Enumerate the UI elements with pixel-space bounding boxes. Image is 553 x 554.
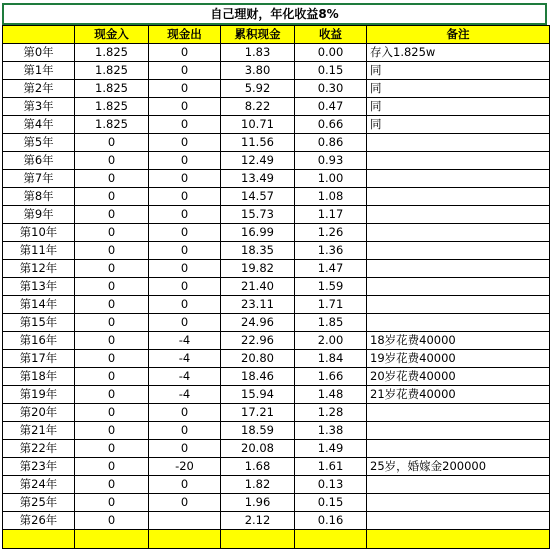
cash-in-cell[interactable]: 1.825 — [75, 98, 149, 116]
return-cell[interactable]: 1.85 — [295, 314, 367, 332]
return-cell[interactable]: 1.84 — [295, 350, 367, 368]
table-row — [3, 206, 550, 224]
cash-out-cell[interactable]: -4 — [149, 368, 221, 386]
year-cell[interactable]: 第4年 — [3, 116, 75, 134]
table-row — [3, 260, 550, 278]
cumulative-cell[interactable]: 18.35 — [221, 242, 295, 260]
return-cell[interactable]: 1.00 — [295, 170, 367, 188]
cash-in-cell[interactable]: 0 — [75, 224, 149, 242]
cash-in-cell[interactable]: 1.825 — [75, 62, 149, 80]
note-cell[interactable] — [367, 314, 550, 332]
cumulative-cell[interactable]: 11.56 — [221, 134, 295, 152]
year-cell[interactable]: 第25年 — [3, 494, 75, 512]
cash-out-cell[interactable]: 0 — [149, 476, 221, 494]
table-row — [3, 98, 550, 116]
cash-out-cell[interactable]: -20 — [149, 458, 221, 476]
return-cell[interactable]: 0.00 — [295, 44, 367, 62]
note-cell[interactable] — [367, 494, 550, 512]
return-cell[interactable]: 0.93 — [295, 152, 367, 170]
cumulative-cell[interactable]: 18.46 — [221, 368, 295, 386]
cumulative-cell[interactable]: 21.40 — [221, 278, 295, 296]
table-row — [3, 332, 550, 350]
note-cell[interactable]: 18岁花费40000 — [367, 332, 550, 350]
cumulative-cell[interactable]: 20.08 — [221, 440, 295, 458]
note-cell[interactable]: 19岁花费40000 — [367, 350, 550, 368]
cumulative-cell[interactable]: 20.80 — [221, 350, 295, 368]
cash-in-cell[interactable]: 0 — [75, 368, 149, 386]
return-cell[interactable]: 1.48 — [295, 386, 367, 404]
header-row — [3, 26, 550, 44]
cumulative-cell[interactable]: 13.49 — [221, 170, 295, 188]
cumulative-cell[interactable]: 10.71 — [221, 116, 295, 134]
cash-in-cell[interactable]: 1.825 — [75, 80, 149, 98]
year-cell[interactable]: 第21年 — [3, 422, 75, 440]
note-cell[interactable] — [367, 440, 550, 458]
year-cell[interactable]: 第2年 — [3, 80, 75, 98]
note-cell[interactable] — [367, 404, 550, 422]
note-cell[interactable] — [367, 296, 550, 314]
table-row — [3, 368, 550, 386]
cash-out-cell[interactable]: 0 — [149, 224, 221, 242]
year-cell[interactable]: 第22年 — [3, 440, 75, 458]
note-cell[interactable] — [367, 134, 550, 152]
return-cell[interactable]: 0.15 — [295, 62, 367, 80]
table-row — [3, 278, 550, 296]
cash-out-cell[interactable]: 0 — [149, 188, 221, 206]
cumulative-cell[interactable]: 3.80 — [221, 62, 295, 80]
cash-out-cell[interactable]: 0 — [149, 98, 221, 116]
cumulative-cell[interactable]: 16.99 — [221, 224, 295, 242]
note-cell[interactable] — [367, 242, 550, 260]
year-cell[interactable]: 第15年 — [3, 314, 75, 332]
cash-out-cell[interactable]: 0 — [149, 206, 221, 224]
sheet-title[interactable]: 自己理财，年化收益8% — [2, 3, 547, 25]
cash-in-cell[interactable]: 0 — [75, 296, 149, 314]
note-cell[interactable]: 20岁花费40000 — [367, 368, 550, 386]
cumulative-cell[interactable]: 24.96 — [221, 314, 295, 332]
return-cell[interactable]: 1.59 — [295, 278, 367, 296]
return-cell[interactable]: 1.61 — [295, 458, 367, 476]
header-cell-note[interactable]: 备注 — [367, 26, 550, 44]
note-cell[interactable]: 同 — [367, 62, 550, 80]
table-row — [3, 152, 550, 170]
header-cell-year[interactable] — [3, 26, 75, 44]
cash-in-cell[interactable]: 0 — [75, 206, 149, 224]
cumulative-cell[interactable]: 22.96 — [221, 332, 295, 350]
footer-cell[interactable] — [367, 530, 550, 549]
cash-out-cell[interactable]: 0 — [149, 170, 221, 188]
footer-cell[interactable] — [221, 530, 295, 549]
cash-in-cell[interactable]: 0 — [75, 404, 149, 422]
return-cell[interactable]: 0.16 — [295, 512, 367, 530]
cumulative-cell[interactable]: 23.11 — [221, 296, 295, 314]
year-cell[interactable]: 第26年 — [3, 512, 75, 530]
cumulative-cell[interactable]: 18.59 — [221, 422, 295, 440]
cash-in-cell[interactable]: 0 — [75, 332, 149, 350]
cumulative-cell[interactable]: 15.73 — [221, 206, 295, 224]
return-cell[interactable]: 0.30 — [295, 80, 367, 98]
return-cell[interactable]: 0.86 — [295, 134, 367, 152]
cash-out-cell[interactable]: 0 — [149, 404, 221, 422]
cash-out-cell[interactable]: 0 — [149, 62, 221, 80]
footer-cell[interactable] — [295, 530, 367, 549]
year-cell[interactable]: 第10年 — [3, 224, 75, 242]
footer-cell[interactable] — [75, 530, 149, 549]
year-cell[interactable]: 第11年 — [3, 242, 75, 260]
table-row — [3, 188, 550, 206]
cash-out-cell[interactable]: 0 — [149, 422, 221, 440]
cumulative-cell[interactable]: 12.49 — [221, 152, 295, 170]
cumulative-cell[interactable]: 14.57 — [221, 188, 295, 206]
year-cell[interactable]: 第17年 — [3, 350, 75, 368]
cumulative-cell[interactable]: 1.83 — [221, 44, 295, 62]
cash-out-cell[interactable]: 0 — [149, 242, 221, 260]
cash-out-cell[interactable]: 0 — [149, 278, 221, 296]
return-cell[interactable]: 1.26 — [295, 224, 367, 242]
cash-in-cell[interactable]: 0 — [75, 476, 149, 494]
cumulative-cell[interactable]: 2.12 — [221, 512, 295, 530]
table-row — [3, 134, 550, 152]
note-cell[interactable] — [367, 188, 550, 206]
note-cell[interactable] — [367, 206, 550, 224]
cash-out-cell[interactable] — [149, 512, 221, 530]
cash-out-cell[interactable]: 0 — [149, 44, 221, 62]
cash-out-cell[interactable]: -4 — [149, 350, 221, 368]
return-cell[interactable]: 1.66 — [295, 368, 367, 386]
return-cell[interactable]: 1.38 — [295, 422, 367, 440]
note-cell[interactable] — [367, 224, 550, 242]
cash-in-cell[interactable]: 0 — [75, 350, 149, 368]
table-row — [3, 512, 550, 530]
year-cell[interactable]: 第13年 — [3, 278, 75, 296]
note-cell[interactable]: 21岁花费40000 — [367, 386, 550, 404]
note-cell[interactable] — [367, 476, 550, 494]
return-cell[interactable]: 0.15 — [295, 494, 367, 512]
year-cell[interactable]: 第18年 — [3, 368, 75, 386]
cash-out-cell[interactable]: 0 — [149, 314, 221, 332]
cash-in-cell[interactable]: 0 — [75, 314, 149, 332]
cash-in-cell[interactable]: 0 — [75, 278, 149, 296]
year-cell[interactable]: 第7年 — [3, 170, 75, 188]
note-cell[interactable] — [367, 278, 550, 296]
return-cell[interactable]: 1.49 — [295, 440, 367, 458]
table-row — [3, 422, 550, 440]
return-cell[interactable]: 0.13 — [295, 476, 367, 494]
year-cell[interactable]: 第1年 — [3, 62, 75, 80]
cumulative-cell[interactable]: 1.68 — [221, 458, 295, 476]
header-cell-cumulative[interactable]: 累积现金 — [221, 26, 295, 44]
year-cell[interactable]: 第23年 — [3, 458, 75, 476]
year-cell[interactable]: 第3年 — [3, 98, 75, 116]
year-cell[interactable]: 第5年 — [3, 134, 75, 152]
cash-in-cell[interactable]: 0 — [75, 458, 149, 476]
cash-out-cell[interactable]: -4 — [149, 386, 221, 404]
year-cell[interactable]: 第6年 — [3, 152, 75, 170]
table-row — [3, 242, 550, 260]
note-cell[interactable]: 25岁，婚嫁金200000 — [367, 458, 550, 476]
table-row — [3, 386, 550, 404]
header-cell-return[interactable]: 收益 — [295, 26, 367, 44]
cash-in-cell[interactable]: 0 — [75, 134, 149, 152]
note-cell[interactable] — [367, 422, 550, 440]
table-row — [3, 62, 550, 80]
cash-in-cell[interactable]: 0 — [75, 422, 149, 440]
cash-in-cell[interactable]: 0 — [75, 152, 149, 170]
cash-in-cell[interactable]: 1.825 — [75, 44, 149, 62]
cash-out-cell[interactable]: -4 — [149, 332, 221, 350]
note-cell[interactable] — [367, 152, 550, 170]
cash-out-cell[interactable]: 0 — [149, 80, 221, 98]
cash-in-cell[interactable]: 0 — [75, 170, 149, 188]
header-cell-cash-out[interactable]: 现金出 — [149, 26, 221, 44]
return-cell[interactable]: 0.66 — [295, 116, 367, 134]
return-cell[interactable]: 2.00 — [295, 332, 367, 350]
cumulative-cell[interactable]: 17.21 — [221, 404, 295, 422]
year-cell[interactable]: 第24年 — [3, 476, 75, 494]
note-cell[interactable] — [367, 170, 550, 188]
table-row — [3, 116, 550, 134]
cash-in-cell[interactable]: 0 — [75, 386, 149, 404]
note-cell[interactable]: 同 — [367, 116, 550, 134]
year-cell[interactable]: 第0年 — [3, 44, 75, 62]
cumulative-cell[interactable]: 1.82 — [221, 476, 295, 494]
note-cell[interactable]: 同 — [367, 80, 550, 98]
footer-cell[interactable] — [149, 530, 221, 549]
cash-out-cell[interactable]: 0 — [149, 440, 221, 458]
table-row — [3, 170, 550, 188]
header-cell-cash-in[interactable]: 现金入 — [75, 26, 149, 44]
cumulative-cell[interactable]: 5.92 — [221, 80, 295, 98]
table-row — [3, 224, 550, 242]
return-cell[interactable]: 1.71 — [295, 296, 367, 314]
note-cell[interactable] — [367, 260, 550, 278]
return-cell[interactable]: 1.28 — [295, 404, 367, 422]
note-cell[interactable]: 同 — [367, 98, 550, 116]
year-cell[interactable]: 第8年 — [3, 188, 75, 206]
cash-out-cell[interactable]: 0 — [149, 260, 221, 278]
table-row — [3, 476, 550, 494]
year-cell[interactable]: 第16年 — [3, 332, 75, 350]
cash-in-cell[interactable]: 0 — [75, 494, 149, 512]
table-row — [3, 404, 550, 422]
year-cell[interactable]: 第20年 — [3, 404, 75, 422]
cash-in-cell[interactable]: 0 — [75, 440, 149, 458]
cumulative-cell[interactable]: 1.96 — [221, 494, 295, 512]
table-row — [3, 314, 550, 332]
return-cell[interactable]: 1.36 — [295, 242, 367, 260]
return-cell[interactable]: 1.17 — [295, 206, 367, 224]
table-row — [3, 80, 550, 98]
note-cell[interactable]: 存入1.825w — [367, 44, 550, 62]
cash-in-cell[interactable]: 0 — [75, 242, 149, 260]
cash-in-cell[interactable]: 1.825 — [75, 116, 149, 134]
table-row — [3, 350, 550, 368]
cumulative-cell[interactable]: 8.22 — [221, 98, 295, 116]
cumulative-cell[interactable]: 19.82 — [221, 260, 295, 278]
footer-row — [3, 530, 550, 549]
table-row — [3, 458, 550, 476]
return-cell[interactable]: 1.08 — [295, 188, 367, 206]
cumulative-cell[interactable]: 15.94 — [221, 386, 295, 404]
table-row — [3, 494, 550, 512]
year-cell[interactable]: 第9年 — [3, 206, 75, 224]
cash-in-cell[interactable]: 0 — [75, 260, 149, 278]
note-cell[interactable] — [367, 512, 550, 530]
year-cell[interactable]: 第12年 — [3, 260, 75, 278]
cash-in-cell[interactable]: 0 — [75, 188, 149, 206]
table-row — [3, 440, 550, 458]
cash-in-cell[interactable]: 0 — [75, 512, 149, 530]
cash-out-cell[interactable]: 0 — [149, 116, 221, 134]
cash-out-cell[interactable]: 0 — [149, 134, 221, 152]
cash-out-cell[interactable]: 0 — [149, 296, 221, 314]
finance-table — [2, 25, 550, 549]
return-cell[interactable]: 1.47 — [295, 260, 367, 278]
table-row — [3, 296, 550, 314]
footer-cell[interactable] — [3, 530, 75, 549]
return-cell[interactable]: 0.47 — [295, 98, 367, 116]
year-cell[interactable]: 第19年 — [3, 386, 75, 404]
year-cell[interactable]: 第14年 — [3, 296, 75, 314]
cash-out-cell[interactable]: 0 — [149, 152, 221, 170]
table-row — [3, 44, 550, 62]
cash-out-cell[interactable]: 0 — [149, 494, 221, 512]
